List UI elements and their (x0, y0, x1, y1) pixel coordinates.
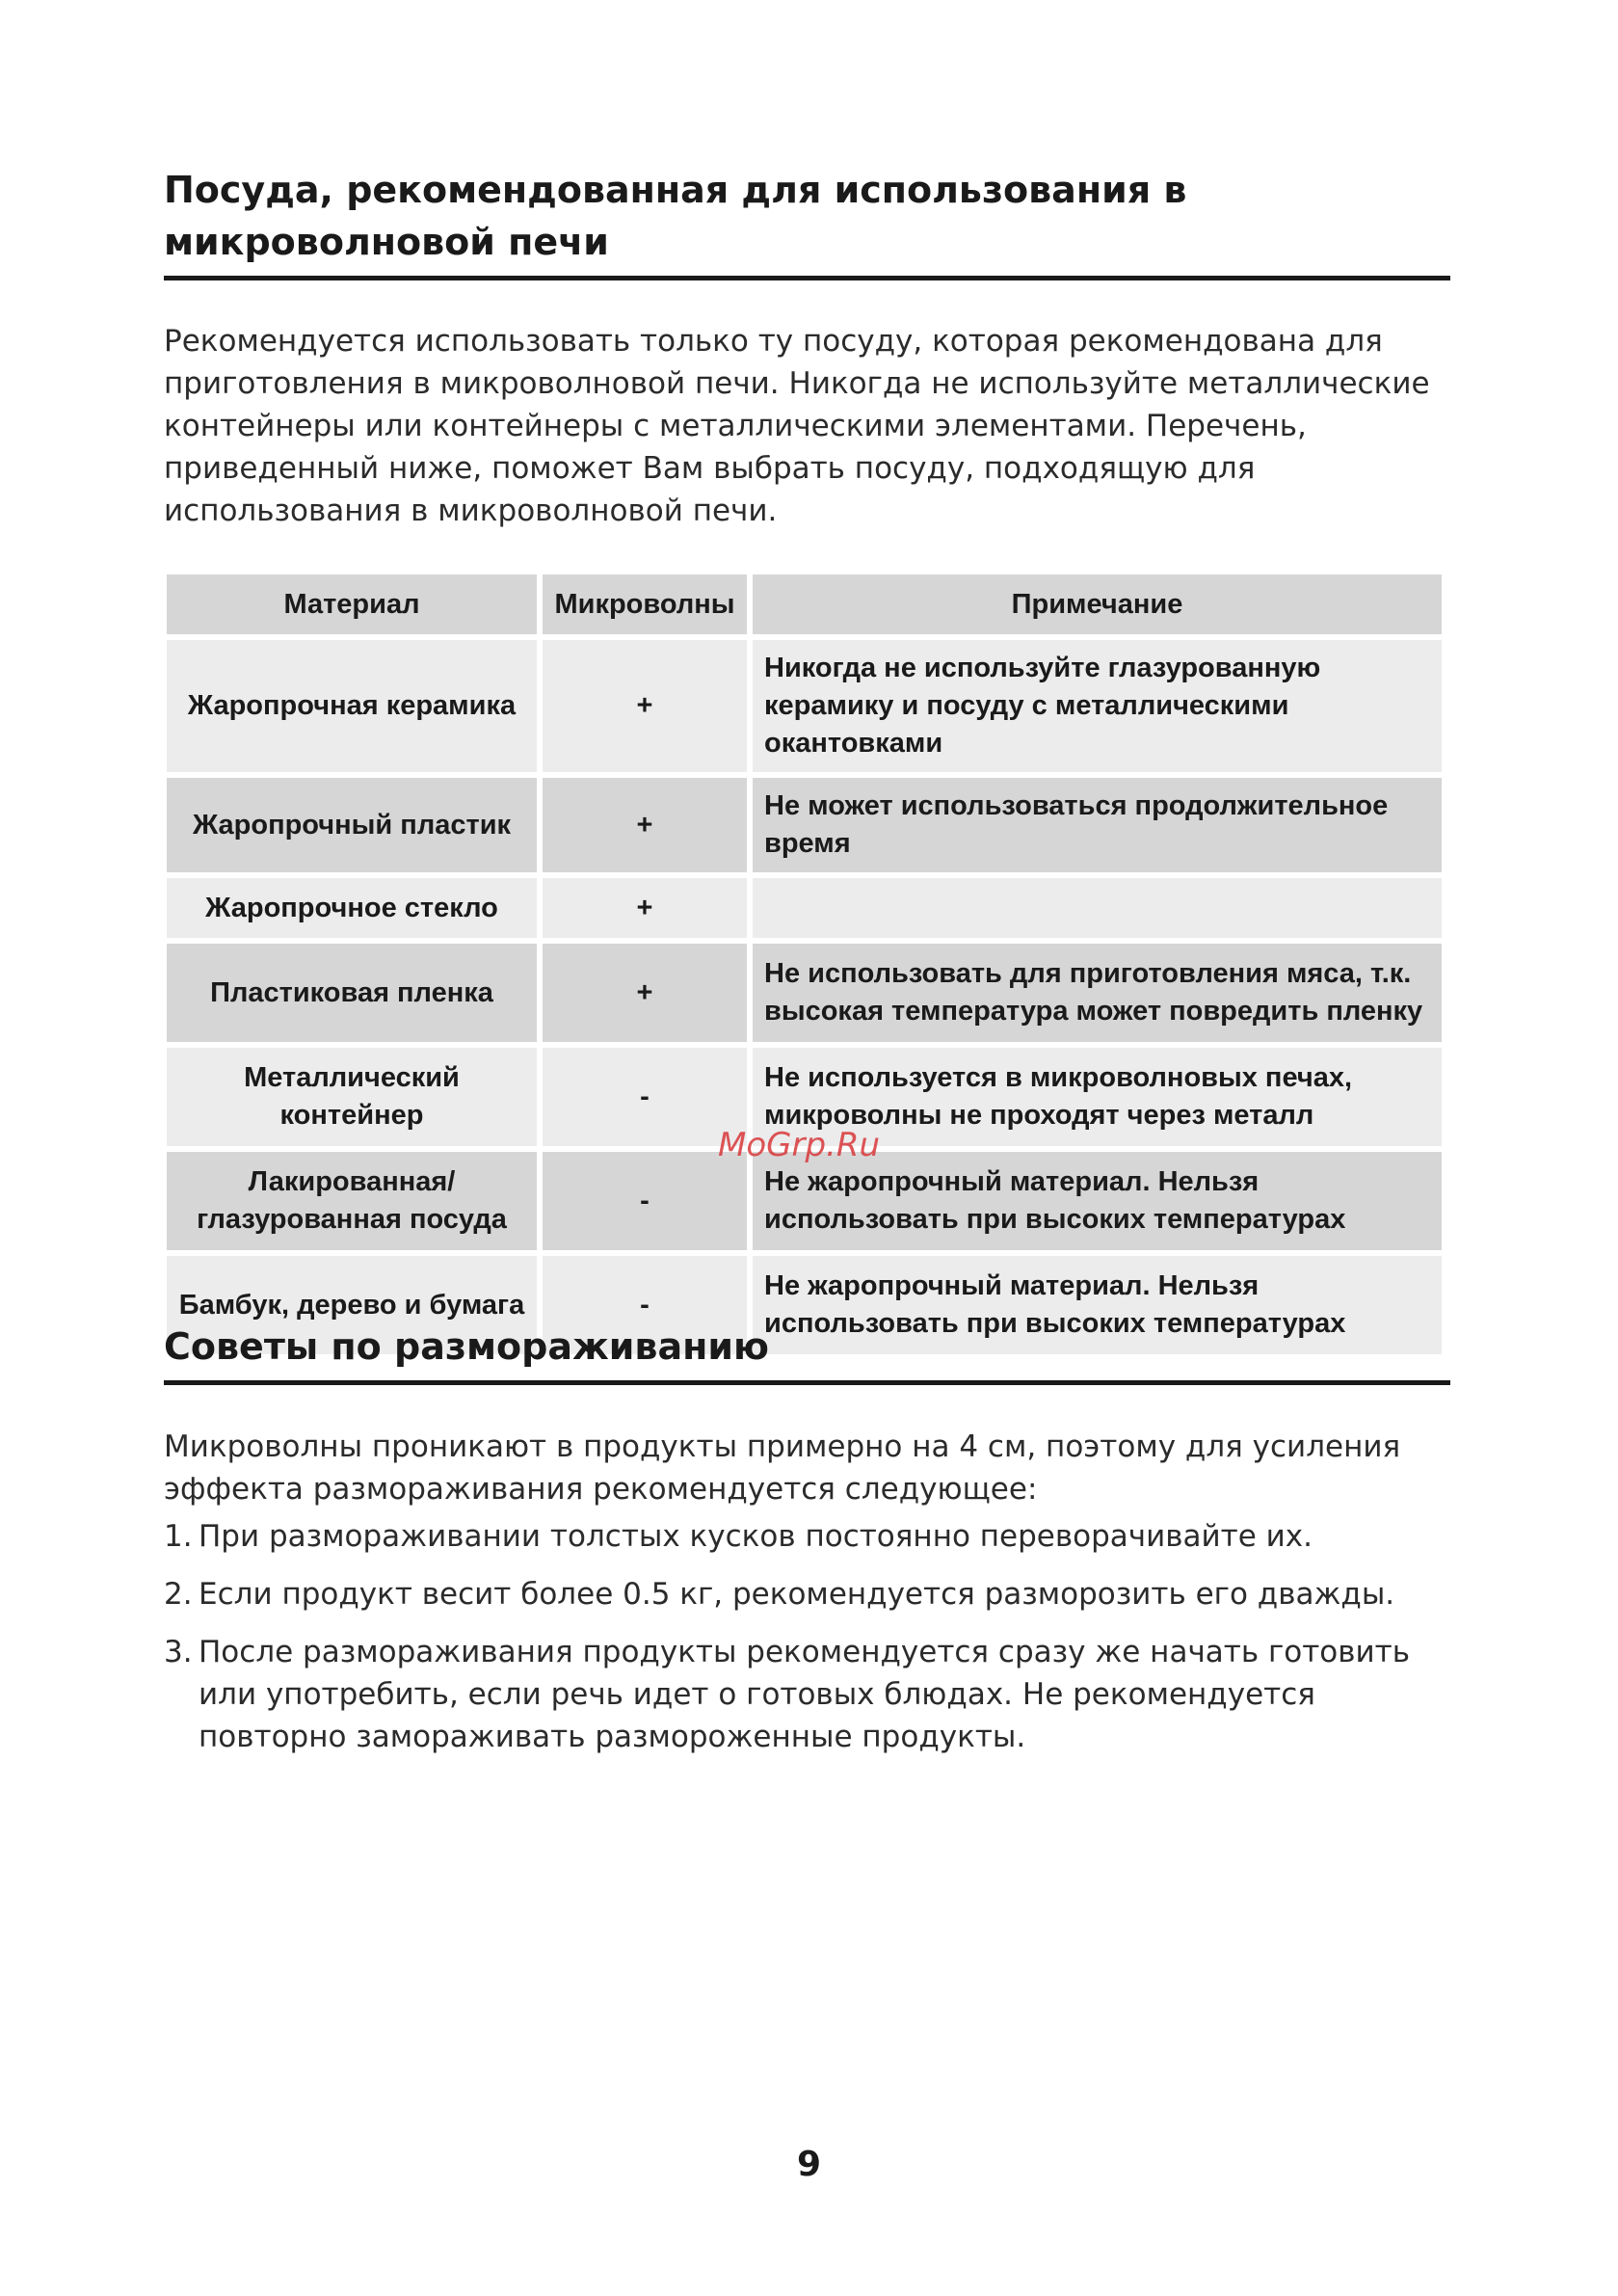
table-row (167, 878, 1442, 938)
cell-material: Жаропрочная керамика (167, 640, 537, 772)
list-item (164, 1515, 1450, 1558)
cookware-intro-paragraph: Рекомендуется использовать только ту посуду, которая рекомендована для приготовления в микроволновой печи. Никогда не используйте металлические контейнеры или контейнеры с металлическими элементами. Перечень, приведенный ниже, поможет Вам выбрать посуду, подходящую для использования в микроволновой печи. (164, 324, 1430, 528)
defrost-intro-paragraph: Микроволны проникают в продукты примерно на 4 см, поэтому для усиления эффекта размораживания рекомендуется следующее: (164, 1429, 1401, 1507)
table-row (167, 1152, 1442, 1250)
list-item-number: 1. (164, 1519, 193, 1554)
header-material: Материал (167, 574, 537, 634)
table-row (167, 640, 1442, 772)
table-row (167, 1048, 1442, 1146)
cell-note: Никогда не используйте глазурованную керамику и посуду с металлическими окантовками (753, 640, 1442, 772)
table-row (167, 944, 1442, 1042)
defrost-tips-list (164, 1515, 1450, 1774)
cell-microwave: + (543, 878, 747, 938)
cell-note: Не может использоваться продолжительное время (753, 778, 1442, 872)
list-item (164, 1573, 1450, 1615)
table-header-row (167, 574, 1442, 634)
cell-note: Не жаропрочный материал. Нельзя использовать при высоких температурах (753, 1256, 1442, 1354)
watermark: MoGrp.Ru (718, 1126, 881, 1164)
cell-note (753, 878, 1442, 938)
list-item-text: При размораживании толстых кусков постоянно переворачивайте их. (199, 1519, 1313, 1554)
cell-material: Бамбук, дерево и бумага (167, 1256, 537, 1354)
title-line-2: микроволновой печи (164, 221, 609, 263)
header-microwave: Микроволны (543, 574, 747, 634)
cell-microwave: + (543, 944, 747, 1042)
list-item-number: 2. (164, 1577, 193, 1612)
list-item (164, 1631, 1450, 1758)
list-item-text: После размораживания продукты рекомендуется сразу же начать готовить или употребить, если речь идет о готовых блюдах. Не рекомендуется повторно замораживать размороженные продукты. (199, 1635, 1410, 1754)
section-title-cookware (164, 164, 1450, 280)
cell-material: Лакированная/ глазурованная посуда (167, 1152, 537, 1250)
cell-material: Металлический контейнер (167, 1048, 537, 1146)
cell-material: Жаропрочное стекло (167, 878, 537, 938)
cell-note: Не жаропрочный материал. Нельзя использовать при высоких температурах (753, 1152, 1442, 1250)
list-item-number: 3. (164, 1635, 193, 1669)
cell-microwave: + (543, 778, 747, 872)
cookware-table (161, 569, 1447, 1360)
page-number: 9 (796, 2145, 822, 2184)
cell-note: Не использовать для приготовления мяса, т.к. высокая температура может повредить пленку (753, 944, 1442, 1042)
section-title-defrost: Советы по размораживанию (164, 1321, 1450, 1385)
cell-microwave: - (543, 1048, 747, 1146)
cell-microwave: - (543, 1256, 747, 1354)
list-item-text: Если продукт весит более 0.5 кг, рекомендуется разморозить его дважды. (199, 1577, 1395, 1612)
cell-microwave: + (543, 640, 747, 772)
cell-note: Не используется в микроволновых печах, микроволны не проходят через металл (753, 1048, 1442, 1146)
title-line-1: Посуда, рекомендованная для использования в (164, 169, 1187, 211)
table-row (167, 778, 1442, 872)
cell-material: Жаропрочный пластик (167, 778, 537, 872)
header-note: Примечание (753, 574, 1442, 634)
cell-microwave: - (543, 1152, 747, 1250)
cell-material: Пластиковая пленка (167, 944, 537, 1042)
